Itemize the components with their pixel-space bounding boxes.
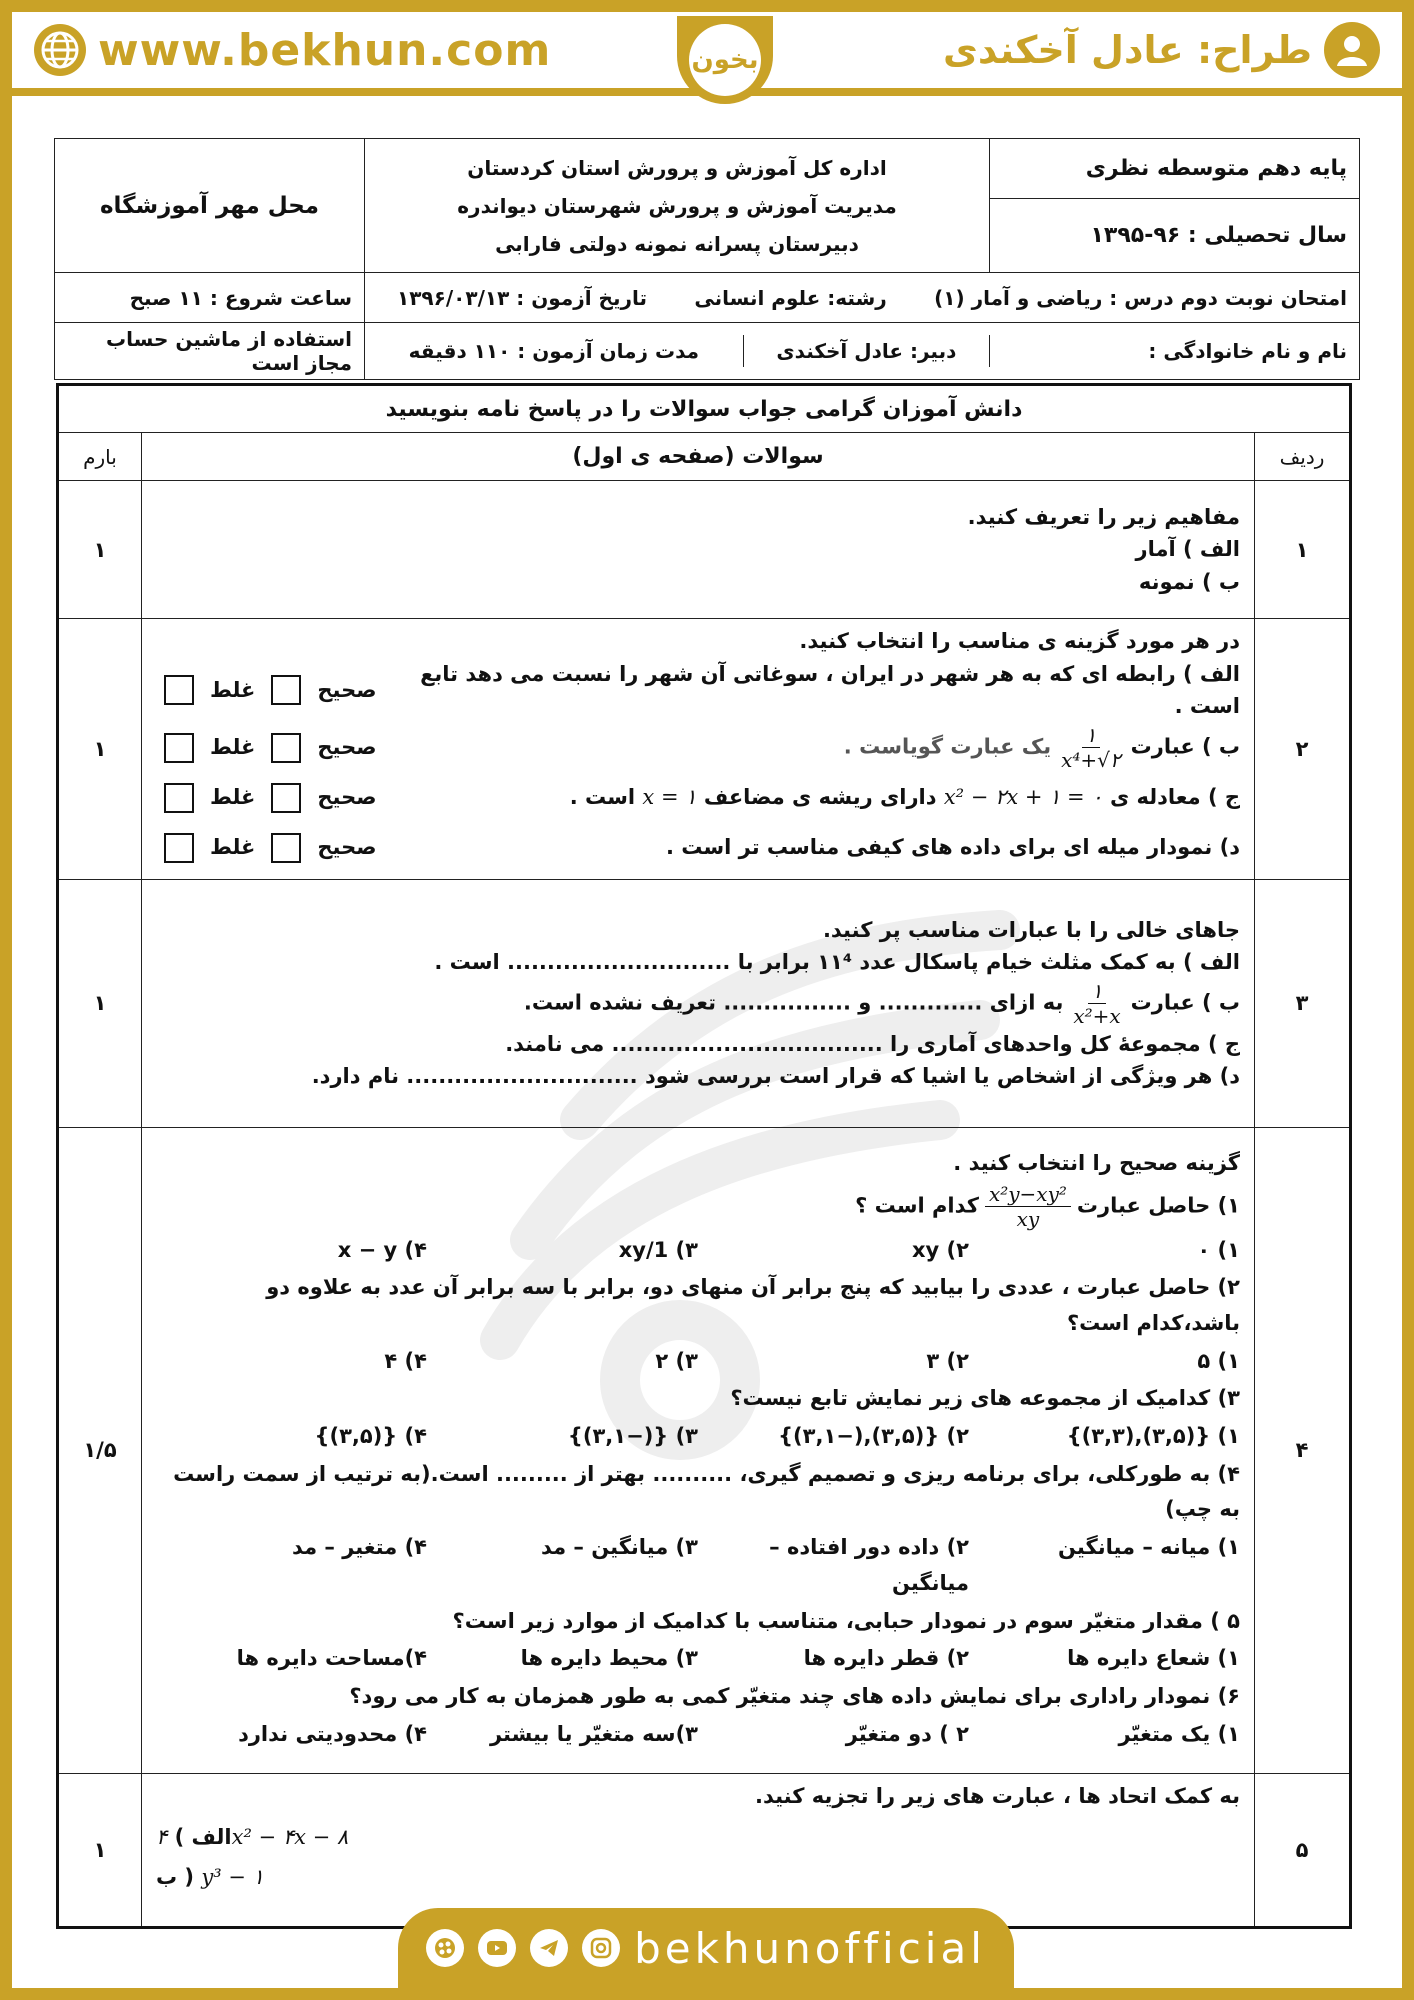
globe-icon (34, 24, 86, 76)
sub-question-4: ۴) به طورکلی، برای برنامه ریزی و تصمیم گیری، .......... بهتر از ......... است.(به ترتیب از سمت راست به چپ) (173, 1461, 1240, 1522)
calculator-note: استفاده از ماشین حساب مجاز است (55, 323, 365, 380)
brand-logo (677, 16, 773, 104)
option[interactable]: ۳) محیط دایره ها (520, 1646, 698, 1671)
sub-question-3: ۳) کدامیک از مجموعه های زیر نمایش تابع نیست؟ (730, 1386, 1240, 1411)
factor-b: ب ) y³ − ۱ (156, 1865, 264, 1890)
youtube-icon[interactable] (478, 1929, 516, 1967)
false-label: غلط (210, 835, 256, 860)
question-title: مفاهیم زیر را تعریف کنید. (967, 504, 1240, 529)
footer-social (398, 1908, 1014, 1988)
exam-subject: امتحان نوبت دوم درس : ریاضی و آمار (۱) (934, 285, 1347, 310)
organization (365, 139, 990, 273)
teacher-name: دبیر: عادل آخکندی (743, 335, 989, 367)
question-row (58, 1773, 1351, 1927)
col-questions-header: سوالات (صفحه ی اول) (142, 433, 1255, 481)
option[interactable]: ۳) ۲ (655, 1348, 698, 1373)
question-number: ۳ (1255, 879, 1351, 1127)
question-row (58, 619, 1351, 880)
question-row (58, 879, 1351, 1127)
option[interactable]: ۲ ) دو متغیّر (845, 1721, 969, 1746)
start-time: ساعت شروع : ۱۱ صبح (55, 273, 365, 323)
statement-b: ب ) عبارت $\frac{۱}{\text{x⁴+√۲}}$ یک عبارت گویاست . (843, 723, 1240, 773)
grade: پایه دهم متوسطه نظری (990, 139, 1360, 199)
exam-field: رشته: علوم انسانی (694, 285, 887, 310)
false-checkbox[interactable] (164, 733, 194, 763)
option[interactable]: ۴) متغیر – مد (291, 1535, 427, 1560)
designer-credit (943, 22, 1380, 78)
sub-question-1: ۱) حاصل عبارت $\frac{\text{x²y−xy²}}{xy}$ کدام است ؟ (855, 1181, 1240, 1231)
false-checkbox[interactable] (164, 675, 194, 705)
false-checkbox[interactable] (164, 783, 194, 813)
true-label: صحیح (317, 735, 377, 760)
options (156, 1342, 1240, 1382)
statement-d: د) نمودار میله ای برای داده های کیفی مناسب تر است . (665, 835, 1240, 860)
site-url: www.bekhun.com (98, 24, 552, 76)
option[interactable]: ۲) {(۳,۵),(−۳,۱)} (778, 1424, 969, 1449)
social-handle: bekhunofficial (634, 1923, 986, 1973)
fraction: $\frac{\text{x²y−xy²}}{xy}$ (985, 1182, 1071, 1231)
option[interactable]: ۳) میانگین – مد (540, 1535, 698, 1560)
question-number: ۴ (1255, 1127, 1351, 1773)
exam-duration: مدت زمان آزمون : ۱۱۰ دقیقه (408, 339, 700, 363)
option[interactable]: ۲) ۳ (926, 1348, 969, 1373)
question-title: جاهای خالی را با عبارات مناسب پر کنید. (822, 917, 1240, 942)
question-title: در هر مورد گزینه ی مناسب را انتخاب کنید. (799, 629, 1240, 653)
question-score: ۱ (58, 1773, 142, 1927)
question-body (142, 1773, 1255, 1927)
true-checkbox[interactable] (271, 675, 301, 705)
true-label: صحیح (317, 785, 377, 810)
question-score: ۱/۵ (58, 1127, 142, 1773)
option[interactable]: ۴) {(۳,۵)} (314, 1424, 427, 1449)
option[interactable]: ۱) ۵ (1197, 1348, 1240, 1373)
option[interactable]: ۱) شعاع دایره ها (1067, 1646, 1240, 1671)
question-body (142, 619, 1255, 880)
question-part: ب ) نمونه (1138, 569, 1240, 594)
question-body (142, 1127, 1255, 1773)
false-label: غلط (210, 785, 256, 810)
org-line-1: اداره کل آموزش و پرورش استان کردستان (467, 155, 887, 180)
option[interactable]: ۱) یک متغیّر (1118, 1721, 1240, 1746)
false-label: غلط (210, 735, 256, 760)
exam-date: تاریخ آزمون : ۱۳۹۶/۰۳/۱۳ (397, 285, 647, 310)
question-body (142, 481, 1255, 619)
aparat-icon[interactable] (426, 1929, 464, 1967)
true-checkbox[interactable] (271, 783, 301, 813)
options (156, 1231, 1240, 1271)
sub-question-6: ۶) نمودار راداری برای نمایش داده های چند متغیّر کمی به طور همزمان به کار می رود؟ (349, 1683, 1240, 1708)
site-link[interactable] (34, 22, 551, 78)
option[interactable]: ۱) ۰ (1197, 1237, 1240, 1262)
option[interactable]: ۴) x − y (337, 1237, 427, 1262)
name-row (365, 323, 1360, 380)
user-icon (1324, 22, 1380, 78)
question-number: ۵ (1255, 1773, 1351, 1927)
blank-a: الف ) به کمک مثلث خیام پاسکال عدد ۱۱⁴ برابر با ............................ است . (434, 950, 1240, 975)
option[interactable]: ۴) ۴ (384, 1348, 427, 1373)
telegram-icon[interactable] (530, 1929, 568, 1967)
option[interactable]: ۱) میانه – میانگین (1058, 1535, 1240, 1560)
question-row (58, 481, 1351, 619)
question-row (58, 1127, 1351, 1773)
option[interactable]: ۲) xy (912, 1237, 969, 1262)
option[interactable]: ۲) قطر دایره ها (803, 1646, 969, 1671)
blank-c: ج ) مجموعهٔ کل واحدهای آماری را .................................. می نامند. (505, 1031, 1240, 1056)
school-seal: محل مهر آموزشگاه (55, 139, 365, 273)
col-score-header: بارم (58, 433, 142, 481)
option[interactable]: ۴) محدودیتی ندارد (238, 1721, 427, 1746)
top-banner (12, 12, 1402, 96)
true-label: صحیح (317, 677, 377, 702)
question-number: ۱ (1255, 481, 1351, 619)
question-body (142, 879, 1255, 1127)
option[interactable]: ۳) {(−۳,۱)} (567, 1424, 698, 1449)
statement-c: ج ) معادله ی x² − ۲x + ۱ = ۰ دارای ریشه ی مضاعف x = ۱ است . (569, 785, 1240, 810)
sub-question-5: ۵ ) مقدار متغیّر سوم در نمودار حبابی، متناسب با کدامیک از موارد زیر است؟ (452, 1608, 1240, 1633)
question-score: ۱ (58, 879, 142, 1127)
exam-header (54, 138, 1360, 380)
instruction: دانش آموزان گرامی جواب سوالات را در پاسخ نامه بنویسید (58, 385, 1351, 433)
true-checkbox[interactable] (271, 833, 301, 863)
question-score: ۱ (58, 619, 142, 880)
false-checkbox[interactable] (164, 833, 194, 863)
option[interactable]: ۳)سه متغیّر یا بیشتر (489, 1721, 698, 1746)
fraction: $\frac{۱}{\text{x⁴+√۲}}$ (1061, 723, 1121, 773)
questions-table (56, 383, 1352, 1929)
true-checkbox[interactable] (271, 733, 301, 763)
org-line-2: مدیریت آموزش و پرورش شهرستان دیواندره (457, 193, 897, 218)
statement-a: الف ) رابطه ای که به هر شهر در ایران ، سوغاتی آن شهر را نسبت می دهد تابع است . (420, 661, 1240, 719)
question-title: گزینه صحیح را انتخاب کنید . (953, 1150, 1240, 1175)
question-score: ۱ (58, 481, 142, 619)
blank-d: د) هر ویژگی از اشخاص یا اشیا که قرار است بررسی شود ............................. نام دارد. (311, 1064, 1240, 1089)
true-label: صحیح (317, 835, 377, 860)
option[interactable]: ۳) 1/xy (618, 1237, 698, 1262)
factor-a: الف ) ۴x² − ۴x − ۸ (156, 1825, 349, 1850)
options (156, 1715, 1240, 1755)
brand-logo-text: بخون (689, 24, 761, 96)
options (156, 1528, 1240, 1603)
col-row-header: ردیف (1255, 433, 1351, 481)
designer-name: طراح: عادل آخکندی (943, 28, 1312, 72)
options (156, 1639, 1240, 1679)
blank-b: ب ) عبارت $\frac{۱}{\text{x²+x}}$ به ازای ............. و ................ تعریف نشده است. (523, 978, 1240, 1028)
options (156, 1417, 1240, 1457)
sub-question-2: ۲) حاصل عبارت ، عددی را بیابید که پنج برابر آن منهای دو، برابر با سه برابر آن عدد به علاوه دو باشد،کدام است؟ (266, 1275, 1240, 1336)
false-label: غلط (210, 677, 256, 702)
question-number: ۲ (1255, 619, 1351, 880)
student-name: نام و نام خانوادگی : (990, 335, 1360, 367)
question-part: الف ) آمار (1135, 537, 1240, 562)
academic-year: سال تحصیلی : ۹۶-۱۳۹۵ (990, 199, 1360, 273)
exam-row (365, 273, 1360, 323)
instagram-icon[interactable] (582, 1929, 620, 1967)
org-line-3: دبیرستان پسرانه نمونه دولتی فارابی (495, 231, 859, 256)
question-title: به کمک اتحاد ها ، عبارت های زیر را تجزیه کنید. (754, 1783, 1240, 1808)
fraction: $\frac{۱}{\text{x²+x}}$ (1073, 978, 1121, 1028)
option[interactable]: ۱) {(۳,۵),(۳,۳)} (1066, 1424, 1240, 1449)
option[interactable]: ۲) داده دور افتاده – میانگین (769, 1535, 969, 1595)
option[interactable]: ۴)مساحت دایره ها (236, 1646, 427, 1671)
